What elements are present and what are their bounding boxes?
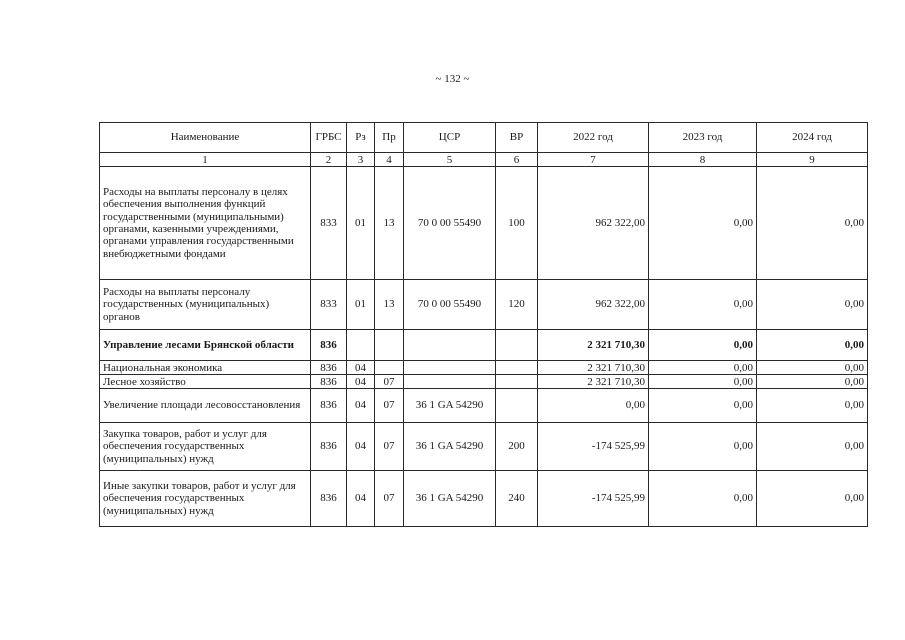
column-number: 3 (347, 153, 375, 167)
column-number: 9 (757, 153, 868, 167)
row-2024: 0,00 (757, 361, 868, 375)
row-pr: 07 (375, 423, 404, 471)
row-vr (496, 330, 538, 361)
row-name: Расходы на выплаты персоналу в целях обеспечения выполнения функций государственными (муниципальными) органами, казенными учреждениями, органами управления государственными внебюджетными фондами (100, 167, 311, 280)
column-number: 7 (538, 153, 649, 167)
row-2023: 0,00 (649, 330, 757, 361)
row-name: Иные закупки товаров, работ и услуг для обеспечения государственных (муниципальных) нужд (100, 471, 311, 527)
table-row (100, 280, 868, 330)
column-header-2024: 2024 год (757, 123, 868, 153)
row-rz: 01 (347, 167, 375, 280)
row-grbs: 836 (311, 375, 347, 389)
row-pr: 07 (375, 389, 404, 423)
row-grbs: 836 (311, 361, 347, 375)
row-vr (496, 375, 538, 389)
row-grbs: 836 (311, 389, 347, 423)
row-2024: 0,00 (757, 375, 868, 389)
row-rz: 01 (347, 280, 375, 330)
row-vr: 120 (496, 280, 538, 330)
row-name: Расходы на выплаты персоналу государственных (муниципальных) органов (100, 280, 311, 330)
row-vr: 240 (496, 471, 538, 527)
row-grbs: 833 (311, 280, 347, 330)
row-2023: 0,00 (649, 361, 757, 375)
table-row (100, 375, 868, 389)
row-csr (404, 375, 496, 389)
row-2023: 0,00 (649, 167, 757, 280)
row-csr: 36 1 GA 54290 (404, 471, 496, 527)
row-rz: 04 (347, 423, 375, 471)
column-number: 4 (375, 153, 404, 167)
page-number: ~ 132 ~ (435, 73, 470, 85)
row-pr: 07 (375, 471, 404, 527)
row-2022: 0,00 (538, 389, 649, 423)
row-2023: 0,00 (649, 375, 757, 389)
column-header-2023: 2023 год (649, 123, 757, 153)
row-name: Увеличение площади лесовосстановления (100, 389, 311, 423)
column-number: 6 (496, 153, 538, 167)
row-name: Управление лесами Брянской области (100, 330, 311, 361)
row-rz: 04 (347, 375, 375, 389)
row-pr (375, 330, 404, 361)
row-csr (404, 361, 496, 375)
row-2022: 2 321 710,30 (538, 361, 649, 375)
column-header-grbs: ГРБС (311, 123, 347, 153)
column-number: 2 (311, 153, 347, 167)
row-2023: 0,00 (649, 280, 757, 330)
row-vr (496, 361, 538, 375)
row-rz: 04 (347, 389, 375, 423)
row-csr: 36 1 GA 54290 (404, 423, 496, 471)
row-grbs: 833 (311, 167, 347, 280)
column-number: 1 (100, 153, 311, 167)
column-header-rz: Рз (347, 123, 375, 153)
row-2024: 0,00 (757, 167, 868, 280)
row-csr (404, 330, 496, 361)
row-csr: 36 1 GA 54290 (404, 389, 496, 423)
row-2024: 0,00 (757, 389, 868, 423)
row-csr: 70 0 00 55490 (404, 167, 496, 280)
row-vr (496, 389, 538, 423)
row-pr: 07 (375, 375, 404, 389)
table-row (100, 330, 868, 361)
row-2022: -174 525,99 (538, 423, 649, 471)
row-name: Закупка товаров, работ и услуг для обеспечения государственных (муниципальных) нужд (100, 423, 311, 471)
row-2024: 0,00 (757, 280, 868, 330)
row-2022: 962 322,00 (538, 280, 649, 330)
column-number-row (100, 153, 868, 167)
row-vr: 200 (496, 423, 538, 471)
column-number: 8 (649, 153, 757, 167)
table-row (100, 423, 868, 471)
row-2023: 0,00 (649, 423, 757, 471)
row-2022: 2 321 710,30 (538, 330, 649, 361)
row-rz: 04 (347, 471, 375, 527)
table-row (100, 167, 868, 280)
row-2024: 0,00 (757, 330, 868, 361)
row-pr (375, 361, 404, 375)
row-2022: -174 525,99 (538, 471, 649, 527)
row-vr: 100 (496, 167, 538, 280)
row-2024: 0,00 (757, 423, 868, 471)
row-2022: 2 321 710,30 (538, 375, 649, 389)
row-grbs: 836 (311, 423, 347, 471)
row-grbs: 836 (311, 471, 347, 527)
row-rz: 04 (347, 361, 375, 375)
header-row (100, 123, 868, 153)
column-header-csr: ЦСР (404, 123, 496, 153)
row-name: Национальная экономика (100, 361, 311, 375)
row-2023: 0,00 (649, 471, 757, 527)
row-grbs: 836 (311, 330, 347, 361)
row-2022: 962 322,00 (538, 167, 649, 280)
row-csr: 70 0 00 55490 (404, 280, 496, 330)
table-row (100, 361, 868, 375)
column-number: 5 (404, 153, 496, 167)
row-2023: 0,00 (649, 389, 757, 423)
row-2024: 0,00 (757, 471, 868, 527)
row-rz (347, 330, 375, 361)
table-row (100, 389, 868, 423)
column-header-2022: 2022 год (538, 123, 649, 153)
row-name: Лесное хозяйство (100, 375, 311, 389)
row-pr: 13 (375, 167, 404, 280)
column-header-pr: Пр (375, 123, 404, 153)
column-header-name: Наименование (100, 123, 311, 153)
budget-table (99, 122, 868, 527)
table-row (100, 471, 868, 527)
column-header-vr: ВР (496, 123, 538, 153)
row-pr: 13 (375, 280, 404, 330)
